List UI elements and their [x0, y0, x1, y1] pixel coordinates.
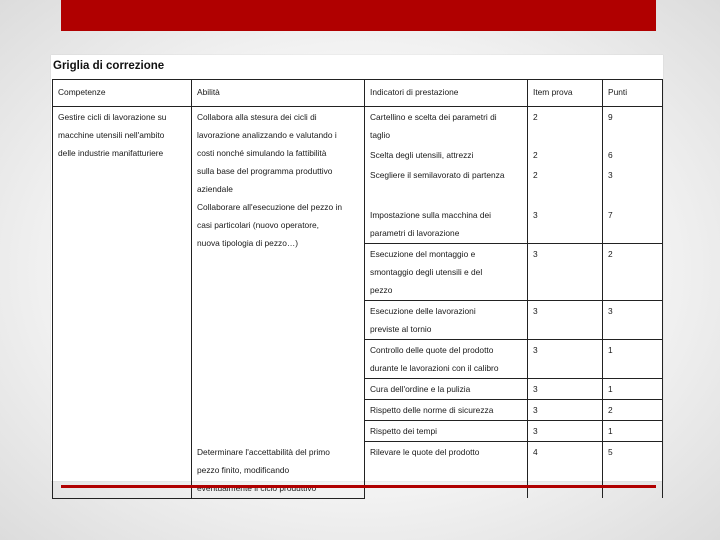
- abilita-line: casi particolari (nuovo operatore,: [197, 220, 319, 230]
- cell-item: 2: [528, 107, 603, 146]
- cell-item: 2: [528, 145, 603, 165]
- competenze-line: delle industrie manifatturiere: [58, 148, 164, 158]
- document-title: Griglia di correzione: [53, 60, 165, 72]
- cell-item: 2: [528, 165, 603, 205]
- cell-item: 3: [528, 400, 603, 421]
- cell-indicatore: [365, 244, 528, 301]
- indicatore-line: Rispetto dei tempi: [370, 426, 438, 436]
- cell-abilita-1: [192, 107, 365, 301]
- indicatore-line: Controllo delle quote del prodotto: [370, 345, 494, 355]
- indicatore-line: Cura dell'ordine e la pulizia: [370, 384, 471, 394]
- header-abilita: Abilità: [192, 80, 365, 107]
- header-punti: Punti: [603, 80, 663, 107]
- bottom-accent-band: [61, 485, 656, 488]
- indicatore-line: Impostazione sulla macchina dei: [370, 210, 492, 220]
- cell-indicatore: [365, 379, 528, 400]
- cell-punti: 3: [603, 165, 663, 205]
- cell-indicatore: [365, 145, 528, 165]
- competenze-line: macchine utensili nell'ambito: [58, 130, 165, 140]
- cell-punti: 5: [603, 442, 663, 499]
- cell-indicatore: [365, 442, 528, 499]
- header-indicatori: Indicatori di prestazione: [365, 80, 528, 107]
- abilita-line: lavorazione analizzando e valutando i: [197, 130, 337, 140]
- competenze-line: Gestire cicli di lavorazione su: [58, 112, 167, 122]
- indicatore-line: previste al tornio: [370, 324, 432, 334]
- indicatore-line: taglio: [370, 130, 391, 140]
- cell-abilita-3: [192, 442, 365, 499]
- cell-competenze: [53, 107, 192, 499]
- cell-item: 3: [528, 244, 603, 301]
- correction-grid-table: [52, 79, 663, 499]
- indicatore-line: durante le lavorazioni con il calibro: [370, 363, 499, 373]
- cell-indicatore: [365, 165, 528, 205]
- cell-item: 3: [528, 205, 603, 244]
- indicatore-line: Rilevare le quote del prodotto: [370, 447, 480, 457]
- indicatore-line: Scelta degli utensili, attrezzi: [370, 150, 474, 160]
- cell-indicatore: [365, 301, 528, 340]
- top-accent-band: [61, 0, 656, 31]
- indicatore-line: smontaggio degli utensili e del: [370, 267, 483, 277]
- header-competenze: Competenze: [53, 80, 192, 107]
- indicatore-line: Esecuzione del montaggio e: [370, 249, 476, 259]
- cell-item: 3: [528, 379, 603, 400]
- cell-punti: 1: [603, 340, 663, 379]
- indicatore-line: Cartellino e scelta dei parametri di: [370, 112, 497, 122]
- indicatore-line: Scegliere il semilavorato di partenza: [370, 170, 505, 180]
- abilita-line: Collaborare all'esecuzione del pezzo in: [197, 202, 342, 212]
- cell-punti: 6: [603, 145, 663, 165]
- cell-item: 3: [528, 421, 603, 442]
- cell-indicatore: [365, 205, 528, 244]
- abilita-line: aziendale: [197, 184, 233, 194]
- cell-punti: 1: [603, 421, 663, 442]
- abilita-line: Collabora alla stesura dei cicli di: [197, 112, 317, 122]
- cell-punti: 1: [603, 379, 663, 400]
- cell-indicatore: [365, 400, 528, 421]
- cell-punti: 9: [603, 107, 663, 146]
- cell-indicatore: [365, 340, 528, 379]
- abilita-line: sulla base del programma produttivo: [197, 166, 333, 176]
- cell-punti: 2: [603, 244, 663, 301]
- table-row: [53, 107, 663, 146]
- indicatore-line: parametri di lavorazione: [370, 228, 460, 238]
- abilita-line: nuova tipologia di pezzo…): [197, 238, 299, 248]
- abilita-line: Determinare l'accettabilità del primo: [197, 446, 330, 457]
- cell-indicatore: [365, 107, 528, 146]
- cell-item: 4: [528, 442, 603, 499]
- indicatore-line: pezzo: [370, 285, 393, 295]
- indicatore-line: Rispetto delle norme di sicurezza: [370, 405, 494, 415]
- cell-punti: 7: [603, 205, 663, 244]
- cell-item: 3: [528, 301, 603, 340]
- header-item-prova: Item prova: [528, 80, 603, 107]
- cell-abilita-empty: [192, 301, 365, 442]
- indicatore-line: Esecuzione delle lavorazioni: [370, 306, 476, 316]
- cell-item: 3: [528, 340, 603, 379]
- abilita-line: costi nonché simulando la fattibilità: [197, 148, 327, 158]
- cell-punti: 3: [603, 301, 663, 340]
- abilita-line: pezzo finito, modificando: [197, 464, 290, 475]
- table-header-row: [53, 80, 663, 107]
- cell-indicatore: [365, 421, 528, 442]
- cell-punti: 2: [603, 400, 663, 421]
